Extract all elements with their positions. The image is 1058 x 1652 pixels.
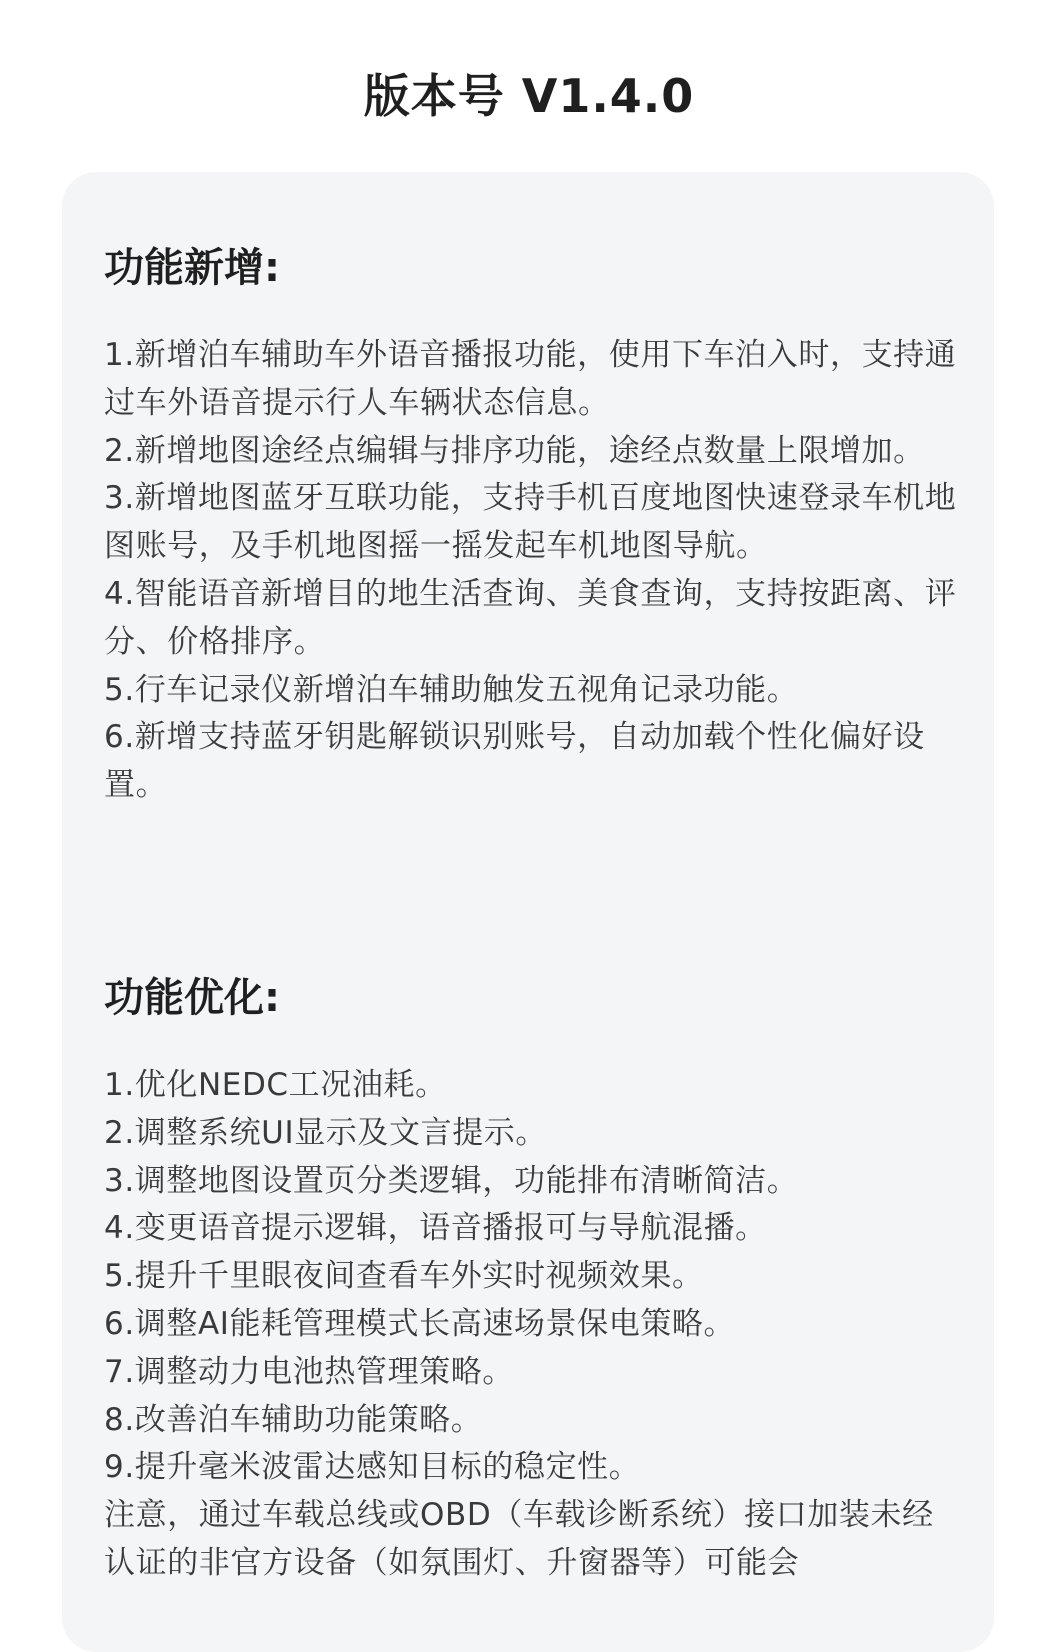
notice-text: 注意，通过车载总线或OBD（车载诊断系统）接口加装未经认证的非官方设备（如氛围灯、升窗器等）可能会 bbox=[104, 1497, 934, 1581]
list-item: 7.调整动力电池热管理策略。 bbox=[104, 1353, 514, 1390]
list-item: 3.新增地图蓝牙互联功能，支持手机百度地图快速登录车机地图账号，及手机地图摇一摇发起车机地图导航。 bbox=[104, 480, 957, 565]
release-notes-card bbox=[62, 172, 994, 1652]
list-item: 5.提升千里眼夜间查看车外实时视频效果。 bbox=[104, 1258, 704, 1295]
list-item: 1.新增泊车辅助车外语音播报功能，使用下车泊入时，支持通过车外语音提示行人车辆状态信息。 bbox=[104, 337, 957, 421]
list-item: 2.新增地图途经点编辑与排序功能，途经点数量上限增加。 bbox=[104, 432, 925, 469]
new-features-list bbox=[104, 332, 964, 810]
list-item: 5.行车记录仪新增泊车辅助触发五视角记录功能。 bbox=[104, 671, 799, 708]
optimizations-list bbox=[104, 1062, 964, 1588]
section-title-optimizations: 功能优化: bbox=[104, 975, 280, 1021]
page-title: 版本号 V1.4.0 bbox=[363, 69, 695, 123]
list-item: 4.智能语音新增目的地生活查询、美食查询，支持按距离、评分、价格排序。 bbox=[104, 575, 957, 660]
list-item: 1.优化NEDC工况油耗。 bbox=[104, 1067, 447, 1103]
list-item: 6.调整AI能耗管理模式长高速场景保电策略。 bbox=[104, 1305, 736, 1342]
list-item: 3.调整地图设置页分类逻辑，功能排布清晰简洁。 bbox=[104, 1162, 799, 1199]
list-item: 9.提升毫米波雷达感知目标的稳定性。 bbox=[104, 1449, 641, 1486]
list-item: 6.新增支持蓝牙钥匙解锁识别账号，自动加载个性化偏好设置。 bbox=[104, 719, 925, 804]
list-item: 8.改善泊车辅助功能策略。 bbox=[104, 1401, 483, 1438]
section-title-new-features: 功能新增: bbox=[104, 245, 280, 291]
list-item: 2.调整系统UI显示及文言提示。 bbox=[104, 1114, 548, 1151]
list-item: 4.变更语音提示逻辑，语音播报可与导航混播。 bbox=[104, 1210, 767, 1247]
